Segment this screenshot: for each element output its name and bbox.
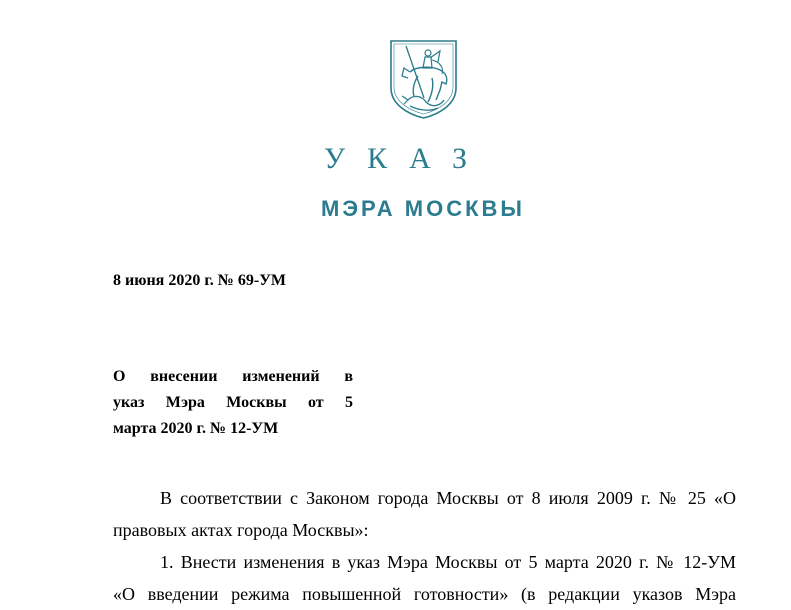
issuer-title: МЭРА МОСКВЫ bbox=[321, 196, 525, 221]
body-line: В соответствии с Законом города Москвы от 8 июля 2009 г. № 25 «О bbox=[160, 488, 736, 508]
decree-date-number: 8 июня 2020 г. № 69-УМ bbox=[113, 272, 287, 289]
moscow-coat-of-arms-icon bbox=[388, 38, 459, 120]
subject-line: указ Мэра Москвы от 5 bbox=[113, 394, 353, 411]
decree-body bbox=[113, 482, 736, 610]
subject-line: О внесении изменений в bbox=[113, 368, 353, 385]
body-line: правовых актах города Москвы»: bbox=[113, 520, 369, 540]
subject-line: марта 2020 г. № 12-УМ bbox=[113, 420, 279, 437]
body-line: «О введении режима повышенной готовности» (в редакции указов Мэра bbox=[113, 584, 736, 604]
body-line: 1. Внести изменения в указ Мэра Москвы от 5 марта 2020 г. № 12-УМ bbox=[160, 552, 736, 572]
decree-title: УКАЗ bbox=[323, 142, 490, 175]
decree-subject bbox=[113, 364, 353, 442]
